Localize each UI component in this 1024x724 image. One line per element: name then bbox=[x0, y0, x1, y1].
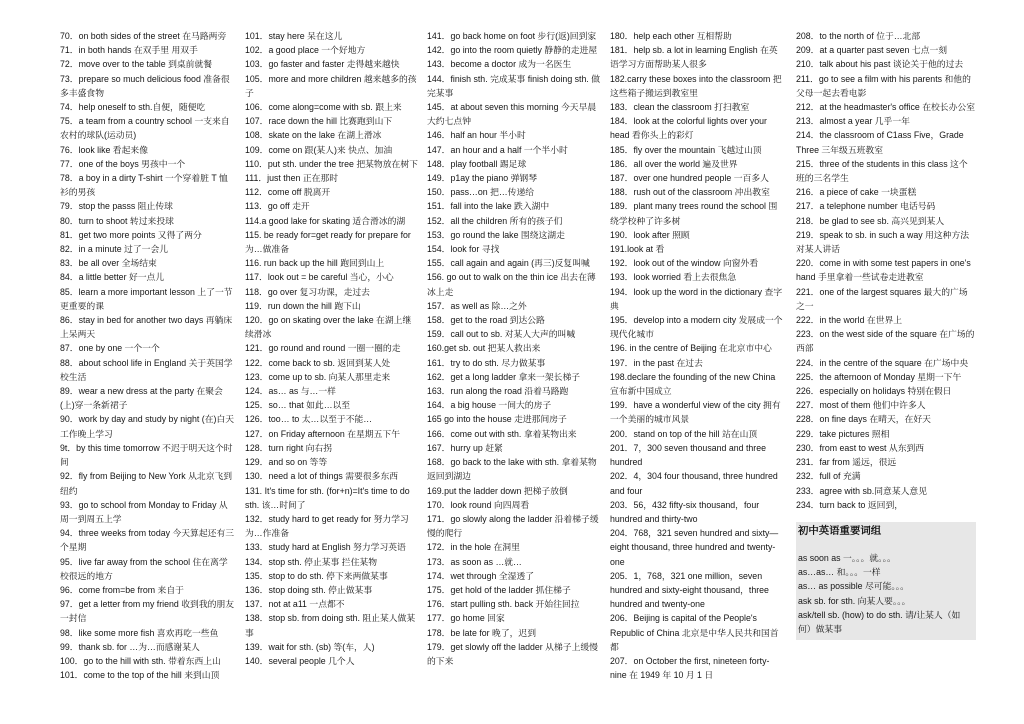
phrase-item: 140．several people 几个人 bbox=[245, 655, 355, 666]
phrase-item: 153．go round the lake 围绕这湖走 bbox=[427, 229, 565, 240]
phrase-item: 110．put sth. under the tree 把某物放在树下 bbox=[245, 158, 418, 169]
phrase-item: 89．wear a new dress at the party 在聚会(上)穿一条新裙子 bbox=[60, 386, 223, 411]
phrase-item: 84．a little better 好一点儿 bbox=[60, 272, 165, 283]
phrase-item: 100．go to the hill with sth. 带着东西上山 bbox=[60, 655, 221, 666]
phrase-item: 142．go into the room quietly 静静的走进屋 bbox=[427, 45, 598, 56]
phrase-item: 166．come out with sth. 拿着某物出来 bbox=[427, 428, 577, 439]
phrase-item: 109．come on 跟(某人)来 快点、加油 bbox=[245, 144, 393, 155]
phrase-item: 192．look out of the window 向窗外看 bbox=[610, 258, 759, 269]
phrase-item: 185．fly over the mountain 飞越过山顶 bbox=[610, 144, 762, 155]
phrase-item: 229．take pictures 照相 bbox=[796, 428, 890, 439]
phrase-item: 217．a telephone number 电话号码 bbox=[796, 201, 936, 212]
phrase-item: 147．an hour and a half 一个半小时 bbox=[427, 144, 568, 155]
phrase-item: 184．look at the colorful lights over your head 看你头上的彩灯 bbox=[610, 116, 767, 141]
phrase-item: 76．look like 看起来像 bbox=[60, 144, 148, 155]
phrase-item: 81．get two more points 又得了两分 bbox=[60, 229, 202, 240]
phrase-item: 163．run along the road 沿着马路跑 bbox=[427, 386, 569, 397]
phrase-item: 197．in the past 在过去 bbox=[610, 357, 703, 368]
phrase-summary-item: as…as… 和。。。一样 bbox=[798, 567, 881, 578]
phrase-item: 117．look out = be careful 当心，小心 bbox=[245, 272, 394, 283]
phrase-item: 82．in a minute 过了一会儿 bbox=[60, 244, 169, 255]
phrase-item: 105．more and more children 越来越多的孩子 bbox=[245, 73, 417, 98]
phrase-item: 134．stop sth. 停止某事 拦住某物 bbox=[245, 556, 377, 567]
phrase-summary-item: as… as possible 尽可能。。。 bbox=[798, 581, 909, 592]
phrase-list bbox=[245, 29, 419, 668]
phrase-item: 190．look after 照顾 bbox=[610, 229, 690, 240]
phrase-item: 108．skate on the lake 在湖上滑冰 bbox=[245, 130, 382, 141]
phrase-item: 169.put the ladder down 把梯子放倒 bbox=[427, 485, 568, 496]
phrase-summary-title: 初中英语重要词组 bbox=[798, 525, 882, 537]
phrase-item: 226．especially on holidays 特别在假日 bbox=[796, 386, 952, 397]
phrase-item: 145．at about seven this morning 今天早晨大约七点钟 bbox=[427, 102, 597, 127]
phrase-item: 213．almost a year 几乎一年 bbox=[796, 116, 910, 127]
phrase-item: 205．1，768，321 one million，seven hundred and sixty-eight thousand，three hundred and twenty-one bbox=[610, 570, 769, 610]
phrase-item: 133．study hard at English 努力学习英语 bbox=[245, 542, 406, 553]
phrase-item: 187．over one hundred people 一百多人 bbox=[610, 173, 769, 184]
phrase-summary-item: as soon as 一。。。就。。。 bbox=[798, 552, 896, 563]
phrase-item: 87．one by one 一个一个 bbox=[60, 343, 160, 354]
phrase-item: 130．need a lot of things 需要很多东西 bbox=[245, 471, 399, 482]
phrase-item: 164．a big house 一间大的房子 bbox=[427, 400, 552, 411]
phrase-item: 174．wet through 全湿透了 bbox=[427, 570, 535, 581]
phrase-item: 125．so… that 如此…以至 bbox=[245, 400, 351, 411]
phrase-item: 162．get a long ladder 拿来一架长梯子 bbox=[427, 371, 581, 382]
phrase-item: 202．4，304 four thousand, three hundred and four bbox=[610, 471, 778, 496]
phrase-item: 230．from east to west 从东到西 bbox=[796, 442, 925, 453]
phrase-item: 234．turn back to 返回到， bbox=[796, 499, 904, 510]
phrase-item: 138．stop sb. from doing sth. 阻止某人做某事 bbox=[245, 613, 416, 638]
phrase-item: 88．about school life in England 关于英国学校生活 bbox=[60, 357, 233, 382]
phrase-item: 159．call out to sb. 对某人大声的叫喊 bbox=[427, 329, 576, 340]
phrase-item: 72．move over to the table 到桌前就餐 bbox=[60, 59, 213, 70]
phrase-item: 97．get a letter from my friend 收到我的朋友一封信 bbox=[60, 599, 235, 624]
phrase-item: 135．stop to do sth. 停下来两做某事 bbox=[245, 570, 388, 581]
phrase-item: 90．work by day and study by night (在)白天工作晚上学习 bbox=[60, 414, 235, 439]
phrase-item: 165 go into the house 走进那间房子 bbox=[427, 414, 567, 425]
phrase-item: 113．go off 走开 bbox=[245, 201, 310, 212]
phrase-item: 70．on both sides of the street 在马路两旁 bbox=[60, 31, 227, 41]
phrase-item: 171．go slowly along the ladder 沿着梯子缓慢的爬行 bbox=[427, 513, 599, 539]
phrase-item: 151．fall into the lake 跌入湖中 bbox=[427, 201, 550, 212]
phrase-item: 157．as well as 除…之外 bbox=[427, 300, 527, 311]
phrase-item: 136．stop doing sth. 停止做某事 bbox=[245, 584, 373, 595]
phrase-item: 172．in the hole 在洞里 bbox=[427, 542, 520, 553]
phrase-item: 212．at the headmaster's office 在校长办公室 bbox=[796, 102, 975, 113]
phrase-item: 173．as soon as …就… bbox=[427, 556, 522, 567]
phrase-item: 99．thank sb. for …为…而感谢某人 bbox=[60, 641, 200, 652]
phrase-item: 220．come in with some test papers in one's hand 手里拿着一些试卷走进教室 bbox=[796, 258, 971, 283]
phrase-item: 75．a team from a country school 一支来自农村的球队(运动员) bbox=[60, 116, 230, 141]
phrase-item: 74．help oneself to sth.自便，随便吃 bbox=[60, 102, 206, 113]
phrase-item: 231．far from 遥远，很远 bbox=[796, 457, 897, 468]
phrase-item: 198.declare the founding of the new China 宣布新中国成立 bbox=[610, 371, 776, 397]
phrase-item: 127．on Friday afternoon 在星期五下午 bbox=[245, 428, 400, 439]
phrase-item: 150．pass…on 把…传递给 bbox=[427, 187, 535, 198]
phrase-item: 96．come from=be from 来自于 bbox=[60, 584, 184, 595]
phrase-item: 178．be late for 晚了，迟到 bbox=[427, 627, 537, 638]
phrase-item: 210．talk about his past 谈论关于他的过去 bbox=[796, 59, 964, 70]
phrase-item: 139．wait for sth. (sb) 等(车，人) bbox=[245, 641, 375, 652]
phrase-item: 193．look worried 看上去很焦急 bbox=[610, 272, 737, 283]
phrase-item: 126．too… to 太…以至于不能… bbox=[245, 414, 373, 425]
phrase-item: 183．clean the classroom 打扫教室 bbox=[610, 102, 750, 113]
phrase-item: 227．most of them 他们中许多人 bbox=[796, 400, 926, 411]
phrase-summary-item: ask sb. for sth. 向某人要。。。 bbox=[798, 595, 911, 606]
phrase-item: 120．go on skating over the lake 在湖上继续滑冰 bbox=[245, 315, 412, 340]
phrase-item: 223．on the west side of the square 在广场的西部 bbox=[796, 329, 975, 354]
phrase-item: 71．in both hands 在双手里 用双手 bbox=[60, 45, 198, 56]
phrase-item: 176．start pulling sth. back 开始往回拉 bbox=[427, 599, 580, 610]
phrase-item: 209．at a quarter past seven 七点一刻 bbox=[796, 45, 948, 56]
phrase-item: 232．full of 充满 bbox=[796, 471, 861, 482]
phrase-item: 211．go to see a film with his parents 和他的父母一起去看电影 bbox=[796, 73, 971, 98]
phrase-item: 175．get hold of the ladder 抓住梯子 bbox=[427, 584, 571, 595]
phrase-item: 116. run back up the hill 跑回到山上 bbox=[245, 258, 385, 269]
phrase-item: 207．on October the first, nineteen forty-nine 在 1949 年 10 月 1 日 bbox=[610, 655, 770, 681]
phrase-item: 218．be glad to see sb. 高兴见到某人 bbox=[796, 215, 945, 226]
phrase-item: 233．agree with sb.同意某人意见 bbox=[796, 485, 928, 496]
phrase-item: 177．go home 回家 bbox=[427, 613, 505, 624]
phrase-item: 73．prepare so much delicious food 准备很多丰盛食物 bbox=[60, 73, 230, 98]
phrase-item: 98．like some more fish 喜欢再吃一些鱼 bbox=[60, 627, 219, 638]
phrase-item: 186．all over the world 遍及世界 bbox=[610, 158, 738, 169]
phrase-item: 129．and so on 等等 bbox=[245, 457, 328, 468]
phrase-item: 170．look round 向四周看 bbox=[427, 499, 530, 510]
phrase-item: 221．one of the largest squares 最大的广场之一 bbox=[796, 286, 968, 311]
phrase-item: 123．come up to sb. 向某人那里走来 bbox=[245, 371, 391, 382]
phrase-item: 103．go faster and faster 走得越来越快 bbox=[245, 59, 400, 70]
phrase-item: 118．go over 复习功课，走过去 bbox=[245, 286, 370, 297]
phrase-item: 222．in the world 在世界上 bbox=[796, 315, 903, 326]
phrase-item: 148．play football 踢足球 bbox=[427, 158, 527, 169]
phrase-item: 121．go round and round 一圈一圈的走 bbox=[245, 343, 401, 354]
phrase-item: 95．live far away from the school 住在离学校很远的地方 bbox=[60, 556, 228, 581]
phrase-item: 122．come back to sb. 返回到某人处 bbox=[245, 357, 391, 368]
phrase-item: 78．a boy in a dirty T-shirt 一个穿着脏 T 恤衫的男孩 bbox=[60, 173, 228, 198]
phrase-item: 158．get to the road 到达公路 bbox=[427, 315, 545, 326]
phrase-item: 225．the afternoon of Monday 星期一下午 bbox=[796, 371, 962, 382]
phrase-list bbox=[60, 29, 236, 682]
phrase-item: 214．the classroom of C1ass Five，Grade Three 三年级五班教室 bbox=[796, 130, 964, 155]
phrase-column-4 bbox=[610, 29, 786, 682]
phrase-item: 219．speak to sb. in such a way 用这种方法对某人讲话 bbox=[796, 229, 970, 255]
phrase-item: 203．56，432 fifty-six thousand，four hundred and thirty-two bbox=[610, 499, 760, 524]
phrase-item: 115. be ready for=get ready for prepare for 为…做准备 bbox=[245, 229, 411, 255]
phrase-item: 101．come to the top of the hill 来到山顶 bbox=[60, 670, 220, 681]
phrase-item: 107．race down the hill 比赛跑到山下 bbox=[245, 116, 393, 127]
phrase-item: 168．go back to the lake with sth. 拿着某物返回到湖边 bbox=[427, 457, 597, 482]
phrase-item: 111．just then 正在那时 bbox=[245, 173, 339, 184]
phrase-item: 101．stay here 呆在这儿 bbox=[245, 31, 343, 41]
phrase-item: 156. go out to walk on the thin ice 出去在薄冰上走 bbox=[427, 272, 596, 297]
phrase-item: 189．plant many trees round the school 围绕学校种了许多树 bbox=[610, 201, 778, 226]
phrase-item: 146．half an hour 半小时 bbox=[427, 130, 526, 141]
phrase-item: 94．three weeks from today 今天算起还有三个星期 bbox=[60, 528, 235, 553]
phrase-item: 86．stay in bed for another two days 再躺床上呆两天 bbox=[60, 315, 233, 340]
phrase-column-1 bbox=[60, 29, 236, 682]
phrase-item: 131. It's time for sth. (for+n)=It's time to do sth. 该…时间了 bbox=[245, 485, 410, 510]
phrase-item: 83．be all over 全场结束 bbox=[60, 258, 157, 269]
phrase-item: 179．get slowly off the ladder 从梯子上缓慢的下来 bbox=[427, 641, 598, 666]
phrase-item: 228．on fine days 在晴天，在好天 bbox=[796, 414, 931, 425]
phrase-column-5 bbox=[796, 29, 976, 640]
phrase-item: 77．one of the boys 男孩中一个 bbox=[60, 158, 186, 169]
phrase-item: 102．a good place 一个好地方 bbox=[245, 45, 366, 56]
phrase-item: 167．hurry up 赶紧 bbox=[427, 442, 503, 453]
phrase-item: 132．study hard to get ready for 努力学习为…作准备 bbox=[245, 513, 409, 539]
phrase-item: 9t．by this time tomorrow 不迟于明天这个时间 bbox=[60, 442, 233, 468]
phrase-summary-box bbox=[796, 522, 976, 640]
phrase-item: 161．try to do sth. 尽力做某事 bbox=[427, 357, 546, 368]
phrase-item: 114.a good lake for skating 适合滑冰的湖 bbox=[245, 215, 406, 226]
phrase-item: 215．three of the students in this class 这个班的三名学生 bbox=[796, 158, 968, 184]
phrase-item: 155．call again and again (再三)反复叫喊 bbox=[427, 258, 590, 269]
phrase-summary-list bbox=[798, 551, 973, 636]
phrase-item: 224．in the centre of the square 在广场中央 bbox=[796, 357, 969, 368]
phrase-item: 160.get sb. out 把某人救出来 bbox=[427, 343, 541, 354]
phrase-item: 143．become a doctor 成为一名医生 bbox=[427, 59, 572, 70]
phrase-item: 128．turn right 向右拐 bbox=[245, 442, 333, 453]
phrase-item: 106．come along=come with sb. 跟上来 bbox=[245, 102, 402, 113]
phrase-item: 204．768，321 seven hundred and sixty—eight thousand, three hundred and twenty-one bbox=[610, 528, 779, 567]
phrase-item: 149．p1ay the piano 弹钢琴 bbox=[427, 173, 538, 184]
phrase-item: 182.carry these boxes into the classroom 把这些箱子搬运到教室里 bbox=[610, 73, 782, 98]
phrase-item: 92．fly from Beijing to New York 从北京飞到纽约 bbox=[60, 471, 233, 496]
phrase-item: 80．turn to shoot 转过来投球 bbox=[60, 215, 174, 226]
phrase-list bbox=[610, 29, 786, 682]
phrase-item: 195．develop into a modern city 发展成一个现代化城市 bbox=[610, 315, 783, 340]
phrase-item: 93．go to school from Monday to Friday 从周一到周五上学 bbox=[60, 499, 228, 524]
phrase-column-3 bbox=[427, 29, 601, 668]
phrase-item: 180．help each other 互相帮助 bbox=[610, 31, 732, 41]
phrase-item: 119．run down the hill 跑下山 bbox=[245, 300, 361, 311]
phrase-list bbox=[796, 29, 976, 512]
phrase-item: 199．have a wonderful view of the city 拥有一个美丽的城市风景 bbox=[610, 400, 781, 425]
phrase-item: 206．Beijing is capital of the People's Republic of China 北京是中华人民共和国首都 bbox=[610, 613, 779, 652]
phrase-item: 154．look for 寻找 bbox=[427, 244, 500, 255]
phrase-item: 124．as… as 与…一样 bbox=[245, 386, 336, 397]
phrase-item: 141．go back home on foot 步行(返)回到家 bbox=[427, 31, 597, 41]
phrase-summary-item: ask/tell sb. (how) to do sth. 请/让某人（如何）做某事 bbox=[798, 609, 961, 634]
phrase-item: 85．learn a more important lesson 上了一节更重要的课 bbox=[60, 286, 233, 311]
phrase-item: 112．come off 脱离开 bbox=[245, 187, 331, 198]
phrase-item: 216．a piece of cake 一块蛋糕 bbox=[796, 187, 917, 198]
phrase-item: 79．stop the passs 阻止传球 bbox=[60, 201, 173, 212]
phrase-item: 152．all the children 所有的孩子们 bbox=[427, 215, 563, 226]
phrase-list bbox=[427, 29, 601, 668]
phrase-item: 137．not at a11 一点都不 bbox=[245, 599, 345, 610]
phrase-item: 200．stand on top of the hill 站在山顶 bbox=[610, 428, 758, 439]
phrase-item: 181．help sb. a lot in learning English 在英语学习方面帮助某人很多 bbox=[610, 45, 778, 70]
phrase-item: 144．finish sth. 完成某事 finish doing sth. 做完某事 bbox=[427, 73, 601, 98]
phrase-item: 196. in the centre of Beijing 在北京市中心 bbox=[610, 343, 772, 354]
phrase-item: 188．rush out of the classroom 冲出教室 bbox=[610, 187, 770, 198]
phrase-column-2 bbox=[245, 29, 419, 668]
phrase-item: 194．look up the word in the dictionary 查字典 bbox=[610, 286, 783, 311]
phrase-item: 191.look at 看 bbox=[610, 244, 665, 255]
phrase-item: 208．to the north of 位于…北部 bbox=[796, 31, 921, 41]
phrase-item: 201．7，300 seven thousand and three hundred bbox=[610, 442, 767, 468]
